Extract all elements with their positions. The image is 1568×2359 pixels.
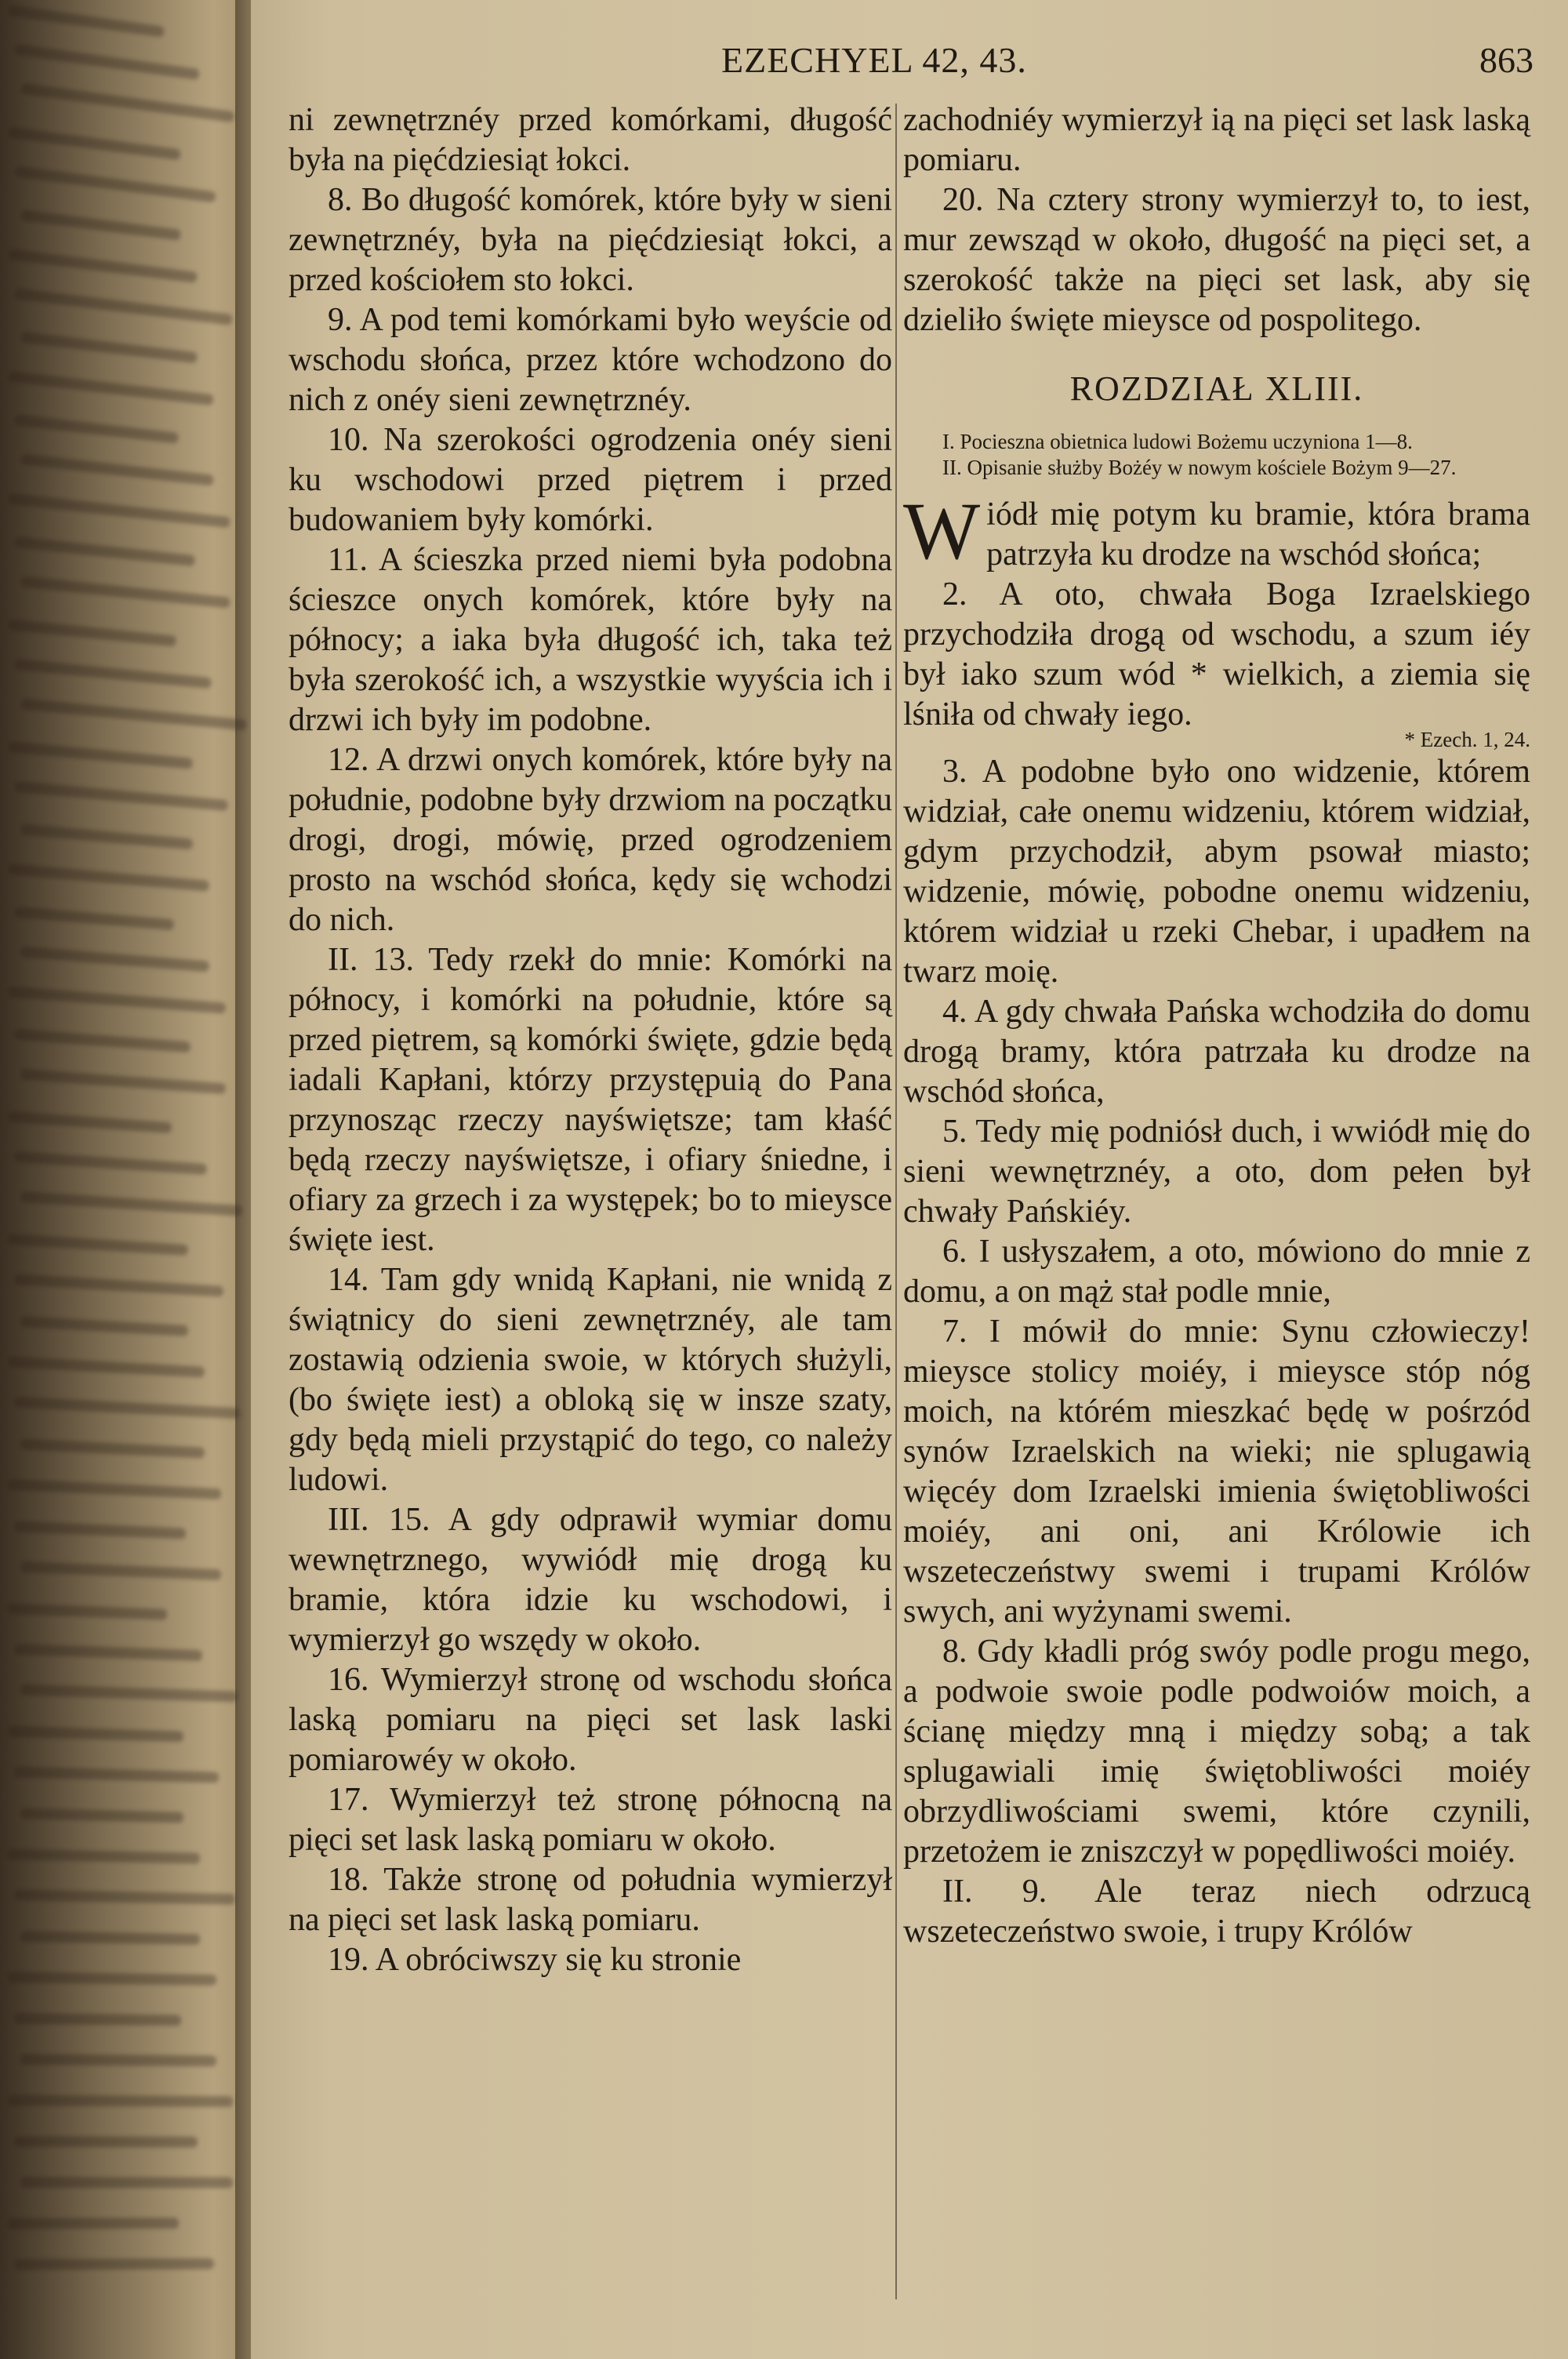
blurred-text-line xyxy=(20,1191,242,1216)
blurred-text-line xyxy=(14,536,195,566)
blurred-text-line xyxy=(14,1151,207,1175)
blurred-text-line xyxy=(20,209,181,241)
verse-paragraph: 10. Na szerokości ogrodzenia onéy sieni ku wschodowi przed piętrem i przed budowaniem były komórki. xyxy=(289,422,892,538)
blurred-text-line xyxy=(20,2054,216,2066)
blurred-text-line xyxy=(8,1603,167,1620)
blurred-text-line xyxy=(8,2218,179,2229)
verse-paragraph: 17. Wymierzył też stronę północną na pięci set lask laską pomiaru w około. xyxy=(289,1782,892,1858)
blurred-text-line xyxy=(8,986,226,1013)
verse-paragraph: II. 13. Tedy rzekł do mnie: Komórki na północy, i komórki na południe, które są przed piętrem, są komórki święte, gdzie będą iadali Kapłani, którzy przystępuią do Pana przynosząc rzeczy nayświętsze; tam kłaść będą rzeczy nayświętsze, i ofiary śniedne, i ofiary za grzech i za występek; bo to mieysce święte iest. xyxy=(289,942,892,1258)
blurred-text-line xyxy=(20,83,234,123)
blurred-text-line xyxy=(20,1069,226,1095)
verse-paragraph: 4. A gdy chwała Pańska wchodziła do domu drogą bramy, która patrzała ku drodze na wschód słońca, xyxy=(903,994,1530,1110)
blurred-text-line xyxy=(20,698,247,730)
blurred-text-line xyxy=(20,1931,200,1945)
page-number: 863 xyxy=(1479,40,1534,80)
blurred-text-line xyxy=(8,1972,216,1986)
cross-reference: * Ezech. 1, 24. xyxy=(1404,728,1530,751)
blurred-text-line xyxy=(14,44,200,80)
blurred-text-line xyxy=(8,1848,200,1863)
verse-paragraph: 9. A pod temi komórkami było weyście od wschodu słońca, przez które wchodzono do nich z onéy sieni zewnętrznéy. xyxy=(289,302,892,418)
verse-paragraph: II. 9. Ale teraz niech odrzucą wszeteczeństwo swoie, i trupy Królów xyxy=(903,1874,1530,1950)
blurred-text-line xyxy=(8,619,176,646)
blurred-text-line xyxy=(14,414,179,444)
blurred-text-line xyxy=(14,659,212,689)
blurred-text-line xyxy=(8,371,214,405)
running-head xyxy=(251,39,1552,94)
verse-paragraph: III. 15. A gdy odprawił wymiar domu wewnętrznego, wywiódł mię drogą ku bramie, która idzie ku wschodowi, i wymierzył go wszędy w około. xyxy=(289,1502,892,1658)
blurred-text-line xyxy=(8,1726,183,1743)
chapter-title: ROZDZIAŁ XLIII. xyxy=(1069,369,1364,408)
blurred-text-line xyxy=(8,2095,233,2107)
facing-page-blurred xyxy=(0,0,251,2359)
blurred-text-line xyxy=(20,2177,233,2188)
blurred-text-line xyxy=(8,863,209,892)
blurred-text-line xyxy=(14,1644,202,1661)
opening-verse-text: iódł mię potym ku bramie, która brama patrzyła ku drodze na wschód słońca; xyxy=(986,496,1530,572)
blurred-text-line xyxy=(8,5,165,38)
blurred-text-line xyxy=(20,946,209,972)
verse-paragraph: 2. A oto, chwała Boga Izraelskiego przychodziła drogą od wschodu, a szum iéy był iako szum wód * wielkich, a ziemia się lśniła od chwały iego. xyxy=(903,576,1530,732)
blurred-text-line xyxy=(14,781,228,811)
blurred-text-line xyxy=(14,2013,181,2026)
verse-paragraph: 16. Wymierzył stronę od wschodu słońca laską pomiaru na pięci set lask laski pomiarowéy w około. xyxy=(289,1662,892,1778)
chapter-summary-line: II. Opisanie służby Bożéy w nowym kościele Bożym 9—27. xyxy=(942,456,1457,479)
blurred-text-line xyxy=(20,1808,183,1823)
running-title: EZECHYEL 42, 43. xyxy=(721,40,1027,80)
blurred-text-line xyxy=(14,1889,235,1904)
verse-paragraph: 5. Tedy mię podniósł duch, i wwiódł mię do sieni wewnętrznéy, a oto, dom pełen był chwały Pańskiéy. xyxy=(903,1114,1530,1230)
blurred-text-line xyxy=(14,2258,214,2270)
chapter-summary-line: I. Pocieszna obietnica ludowi Bożemu uczyniona 1—8. xyxy=(942,430,1413,453)
verse-paragraph: ni zewnętrznéy przed komórkami, długość była na pięćdziesiąt łokci. xyxy=(289,102,892,178)
right-text-column xyxy=(903,100,1530,1952)
blurred-text-line xyxy=(14,1766,219,1783)
opening-verse xyxy=(903,486,1530,576)
verse-paragraph: 19. A obróciwszy się ku stronie xyxy=(328,1942,742,1978)
blurred-text-line xyxy=(14,1397,240,1419)
blurred-text-line xyxy=(14,1274,223,1297)
blurred-text-line xyxy=(14,1521,186,1539)
blurred-text-line xyxy=(20,332,198,364)
blurred-text-line xyxy=(8,741,193,769)
verse-paragraph: 8. Bo długość komórek, które były w sieni zewnętrznéy, była na pięćdziesiąt łokci, a przed kościołem sto łokci. xyxy=(289,182,892,298)
verse-paragraph: 7. I mówił do mnie: Synu człowieczy! mieysce stolicy moiéy, i mieysce stóp nóg moich, na którém mieszkać będę w pośrzód synów Izraelskich na wieki; nie splugawią więcéy dom Izraelski imienia świętobliwości moiéy, ani oni, ani Królowie ich wszeteczeństwy swemi i trupami Królów swych, ani wyżynami swemi. xyxy=(903,1314,1530,1630)
blurred-text-line xyxy=(20,576,230,608)
book-page xyxy=(251,0,1568,2359)
blurred-text-line xyxy=(14,288,233,325)
blurred-text-line xyxy=(20,1561,221,1580)
drop-cap: W xyxy=(903,486,981,576)
blurred-text-line xyxy=(14,907,174,931)
column-divider xyxy=(895,104,897,2299)
blurred-text-line xyxy=(8,1479,221,1499)
blurred-text-line xyxy=(20,453,214,485)
blurred-text-line xyxy=(20,1685,238,1703)
left-text-column xyxy=(289,100,892,1980)
blurred-text-line xyxy=(14,1029,191,1053)
blurred-text-line xyxy=(8,127,181,161)
blurred-text-line xyxy=(8,1356,205,1377)
blurred-text-line xyxy=(14,165,216,202)
blurred-text-line xyxy=(14,2136,198,2148)
verse-paragraph: 11. A ścieszka przed niemi była podobna ścieszce onych komórek, które były na północy; a iaka była długość ich, taka też była szerokość ich, a wszystkie wyyścia ich i drzwi ich były im podobne. xyxy=(289,542,892,738)
blurred-text-line xyxy=(8,493,230,529)
blurred-text-line xyxy=(20,1438,205,1458)
verse-paragraph: 8. Gdy kładli próg swóy podle progu mego, a podwoie swoie podle podwoiów moich, a ścianę między mną i między sobą; a tak splugawiali imię świętobliwości moiéy obrzydliwościami swemi, które czynili, przetożem ie zniszczył w popędliwości moiéy. xyxy=(903,1634,1530,1870)
blurred-text-line xyxy=(8,249,198,283)
verse-paragraph: 12. A drzwi onych komórek, które były na południe, podobne były drzwiom na początku drogi, drogi, mówię, przed ogrodzeniem prosto na wschód słońca, kędy się wchodzi do nich. xyxy=(289,742,892,938)
verse-paragraph: 18. Także stronę od południa wymierzył na pięci set lask laską pomiaru. xyxy=(289,1862,892,1938)
blurred-text-line xyxy=(8,1111,172,1133)
verse-paragraph: 14. Tam gdy wnidą Kapłani, nie wnidą z świątnicy do sieni zewnętrznéy, ale tam zostawią odzienia swoie, w których służyli, (bo święte iest) a obloką się w insze szaty, gdy będą mieli przystąpić do tego, co należy ludowi. xyxy=(289,1262,892,1498)
verse-paragraph: zachodniéy wymierzył ią na pięci set lask laską pomiaru. xyxy=(903,102,1530,178)
verse-paragraph: 20. Na cztery strony wymierzył to, to iest, mur zewsząd w około, długość na pięci set, a szerokość także na pięci set lask, aby się dzieliło święte mieysce od pospolitego. xyxy=(903,182,1530,338)
verse-paragraph: 6. I usłyszałem, a oto, mówiono do mnie z domu, a on mąż stał podle mnie, xyxy=(903,1234,1530,1310)
blurred-text-line xyxy=(8,1234,188,1256)
blurred-text-line xyxy=(20,1316,188,1336)
verse-paragraph: 3. A podobne było ono widzenie, którem widział, całe onemu widzeniu, którem widział, gdym przychodził, abym psował miasto; widzenie, mówię, pobodne onemu widzeniu, którem widział u rzeki Chebar, i upadłem na twarz moię. xyxy=(903,754,1530,990)
blurred-text-line xyxy=(20,823,193,849)
